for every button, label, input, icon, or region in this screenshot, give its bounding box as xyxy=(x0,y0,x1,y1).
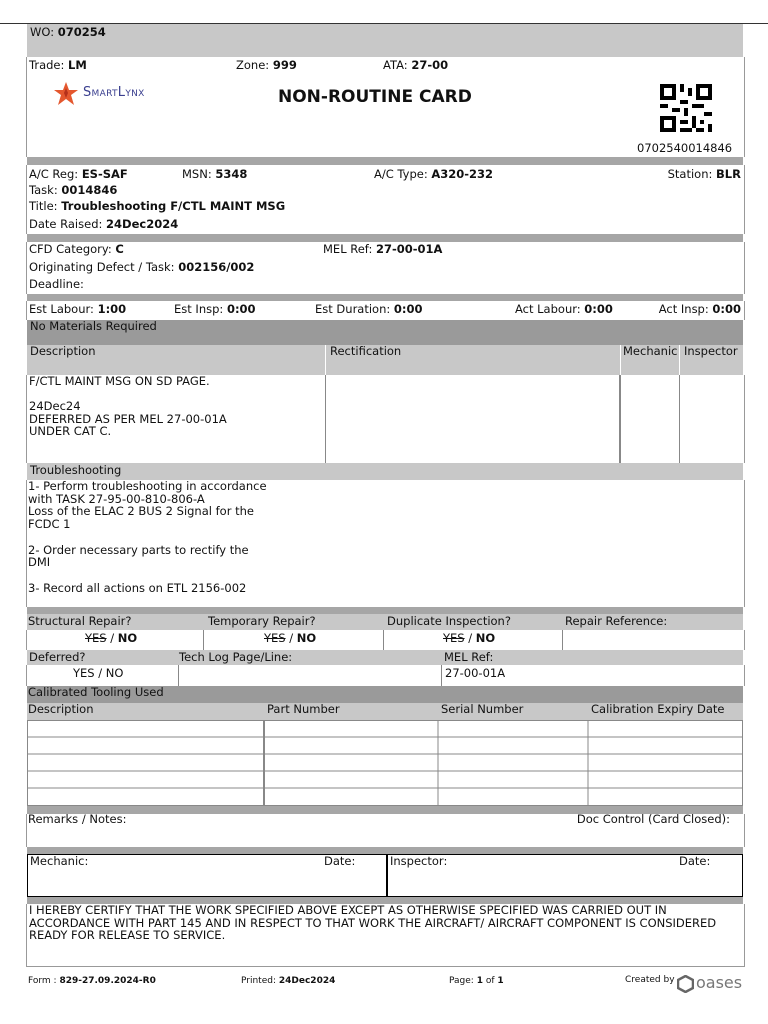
mechanic-label[interactable]: Mechanic: xyxy=(30,854,89,868)
est-duration-field: Est Duration: 0:00 xyxy=(315,302,423,316)
divider xyxy=(27,157,743,165)
tooling-col-part: Part Number xyxy=(267,702,340,716)
star-logo-icon xyxy=(53,81,79,107)
act-insp-field: Act Insp: 0:00 xyxy=(658,302,741,316)
tooling-table xyxy=(27,720,743,806)
col-rectification: Rectification xyxy=(330,344,402,358)
temporary-repair-label: Temporary Repair? xyxy=(208,614,316,628)
deferred-values xyxy=(26,665,745,686)
barcode-number: 0702540014846 xyxy=(637,141,733,155)
qr-code-icon xyxy=(660,83,712,133)
deferred-yes-no[interactable]: YES / NO xyxy=(73,666,124,680)
estimates-row xyxy=(26,301,745,320)
certify-text: I HEREBY CERTIFY THAT THE WORK SPECIFIED ABOVE EXCEPT AS OTHERWISE SPECIFIED WAS CARRIED OUT IN ACCORDANCE WITH PART 145 AND IN RESPECT TO THAT WORK THE AIRCRAFT/ AIRCRAFT COMPONENT IS CONSIDERED READY FOR RELEASE TO SERVICE. xyxy=(29,903,717,942)
task-field: Task: 0014846 xyxy=(29,183,118,197)
cfd-block xyxy=(26,242,745,294)
remarks-label: Remarks / Notes: xyxy=(28,812,127,826)
tooling-col-calibration: Calibration Expiry Date xyxy=(591,702,725,716)
act-labour-field: Act Labour: 0:00 xyxy=(515,302,613,316)
date-raised-field: Date Raised: 24Dec2024 xyxy=(29,217,179,231)
est-insp-field: Est Insp: 0:00 xyxy=(174,302,256,316)
duplicate-yes-no[interactable]: YES / NO xyxy=(443,631,496,645)
signoff-block xyxy=(27,854,743,897)
divider xyxy=(27,234,743,242)
structural-repair-label: Structural Repair? xyxy=(28,614,132,628)
card-title: NON-ROUTINE CARD xyxy=(278,87,472,107)
oases-logo-icon xyxy=(677,975,694,993)
inspector-label[interactable]: Inspector: xyxy=(390,854,448,868)
col-description: Description xyxy=(30,344,96,358)
ata-field: ATA: 27-00 xyxy=(383,58,449,72)
col-inspector: Inspector xyxy=(684,344,738,358)
form-number: Form : 829-27.09.2024-R0 xyxy=(28,976,156,986)
zone-field: Zone: 999 xyxy=(236,58,297,72)
description-text: F/CTL MAINT MSG ON SD PAGE. 24Dec24 DEFERRED AS PER MEL 27-00-01A UNDER CAT C. xyxy=(29,374,227,438)
oases-wordmark: oases xyxy=(696,973,743,992)
remarks-block xyxy=(26,814,745,847)
title-field: Title: Troubleshooting F/CTL MAINT MSG xyxy=(29,199,286,213)
tooling-grid xyxy=(27,720,743,806)
work-header xyxy=(27,345,743,375)
materials-band xyxy=(27,320,743,345)
troubleshooting-label: Troubleshooting xyxy=(30,463,122,477)
trade-field: Trade: LM xyxy=(29,58,87,72)
divider xyxy=(27,607,743,614)
melref-value: 27-00-01A xyxy=(445,666,506,680)
printed-date: Printed: 24Dec2024 xyxy=(241,976,336,986)
troubleshooting-text: 1- Perform troubleshooting in accordance with TASK 27-95-00-810-806-A Loss of the ELAC 2 BUS 2 Signal for the FCDC 1 2- Order necessary parts to rectify the DMI 3- Record all actions on ETL 2156-002 xyxy=(28,479,267,595)
tooling-band xyxy=(27,686,743,703)
troubleshooting-band xyxy=(27,463,743,480)
msn-field: MSN: 5348 xyxy=(182,167,248,181)
temporary-yes-no[interactable]: YES / NO xyxy=(264,631,317,645)
tooling-col-description: Description xyxy=(28,702,94,716)
mechanic-date-label[interactable]: Date: xyxy=(324,854,356,868)
deferred-label: Deferred? xyxy=(29,650,86,664)
tooling-col-serial: Serial Number xyxy=(441,702,524,716)
ac-type-field: A/C Type: A320-232 xyxy=(374,167,494,181)
station-field: Station: BLR xyxy=(667,167,741,181)
techlog-label: Tech Log Page/Line: xyxy=(179,650,293,664)
ac-reg-field: A/C Reg: ES-SAF xyxy=(29,167,128,181)
inspector-date-label[interactable]: Date: xyxy=(679,854,711,868)
header-block xyxy=(26,57,745,157)
aircraft-block xyxy=(26,165,745,234)
mel-ref-field: MEL Ref: 27-00-01A xyxy=(323,242,443,256)
wo-label: WO: 070254 xyxy=(30,25,106,39)
wo-band xyxy=(27,24,743,57)
smartlynx-logo xyxy=(53,81,145,110)
divider xyxy=(27,294,743,301)
certify-block xyxy=(26,904,745,967)
created-by-label: Created by xyxy=(625,975,675,985)
troubleshooting-body xyxy=(26,480,745,607)
structural-yes-no[interactable]: YES / NO xyxy=(85,631,138,645)
originating-defect-field: Originating Defect / Task: 002156/002 xyxy=(29,260,255,274)
tooling-label: Calibrated Tooling Used xyxy=(28,685,164,699)
tooling-header xyxy=(27,703,743,720)
doc-control-label: Doc Control (Card Closed): xyxy=(576,812,730,826)
brand-name: SmartLynx xyxy=(83,85,145,100)
deadline-field: Deadline: xyxy=(29,277,84,291)
work-body xyxy=(26,375,745,463)
cfd-category-field: CFD Category: C xyxy=(29,242,124,256)
deferred-header xyxy=(27,650,743,665)
page-number: Page: 1 of 1 xyxy=(449,976,504,986)
repair-reference-label: Repair Reference: xyxy=(565,614,668,628)
footer xyxy=(0,972,768,998)
repair-values xyxy=(26,630,745,650)
materials-text: No Materials Required xyxy=(30,319,157,333)
repair-header xyxy=(27,614,743,630)
duplicate-inspection-label: Duplicate Inspection? xyxy=(387,614,511,628)
divider xyxy=(27,847,743,854)
col-mechanic: Mechanic xyxy=(623,344,678,358)
melref-label: MEL Ref: xyxy=(444,650,494,664)
est-labour-field: Est Labour: 1:00 xyxy=(29,302,127,316)
